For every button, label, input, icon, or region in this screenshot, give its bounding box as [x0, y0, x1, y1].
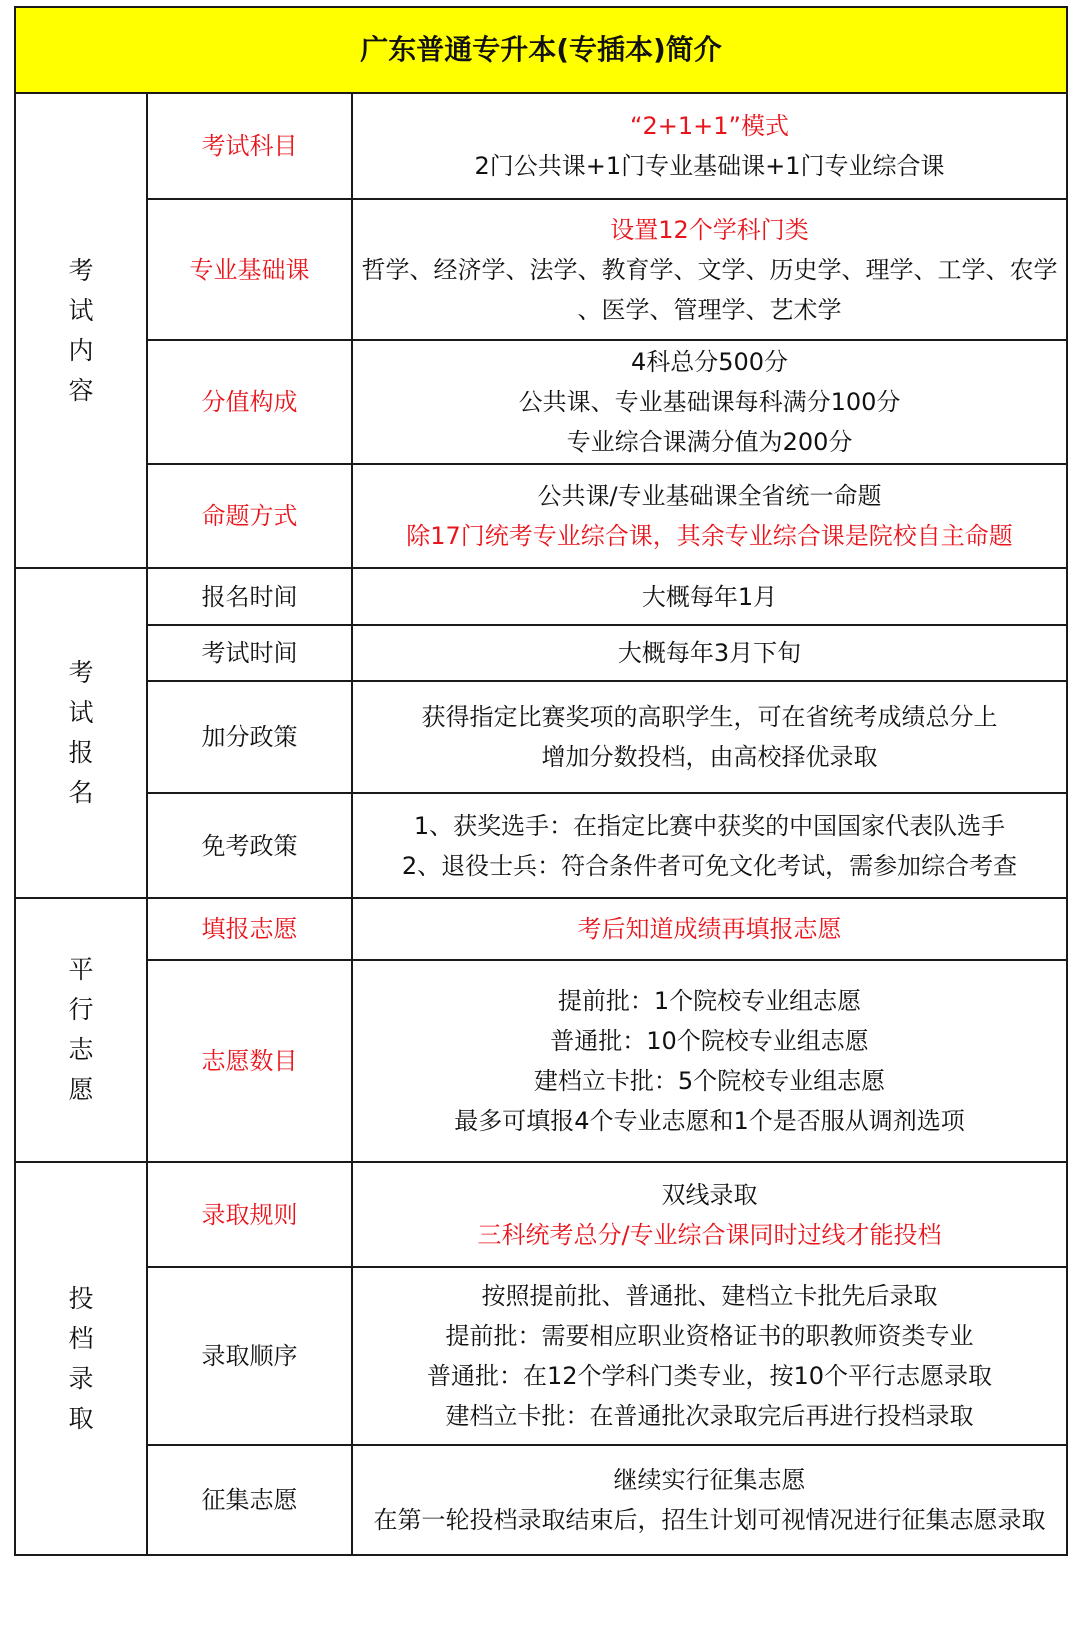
- content-line: 大概每年3月下旬: [617, 639, 802, 667]
- section-category: [15, 568, 147, 898]
- content-line: 最多可填报4个专业志愿和1个是否服从调剂选项: [454, 1107, 965, 1135]
- row-label: 报名时间: [147, 568, 352, 625]
- table-row: [15, 464, 1067, 568]
- row-content: [352, 199, 1067, 340]
- content-line: 专业综合课满分值为200分: [566, 428, 853, 456]
- content-line: 4科总分500分: [630, 348, 789, 376]
- table-row: [15, 898, 1067, 960]
- row-content: [352, 625, 1067, 681]
- category-char: 报: [68, 738, 94, 767]
- category-char: 考: [68, 658, 94, 687]
- row-content: [352, 340, 1067, 464]
- category-char: 名: [68, 778, 94, 807]
- row-label: 免考政策: [147, 793, 352, 898]
- title-row: [15, 7, 1067, 93]
- row-content: [352, 960, 1067, 1162]
- category-char: 平: [68, 955, 94, 984]
- content-line: “2+1+1”模式: [630, 112, 789, 140]
- row-label: 加分政策: [147, 681, 352, 793]
- content-line: 设置12个学科门类: [610, 215, 809, 244]
- intro-table-wrapper: [14, 6, 1068, 1556]
- row-content: [352, 1267, 1067, 1445]
- content-line: 三科统考总分/专业综合课同时过线才能投档: [477, 1220, 942, 1249]
- content-line: 普通批：在12个学科门类专业，按10个平行志愿录取: [426, 1362, 993, 1390]
- table-row: [15, 1445, 1067, 1555]
- content-line: 提前批：需要相应职业资格证书的职教师资类专业: [445, 1322, 974, 1350]
- content-line: 建档立卡批：在普通批次录取完后再进行投档录取: [445, 1402, 974, 1430]
- content-line: 继续实行征集志愿: [613, 1466, 806, 1494]
- category-char: 容: [68, 375, 94, 405]
- content-line: 、医学、管理学、艺术学: [577, 295, 842, 324]
- table-row: [15, 1162, 1067, 1267]
- row-label: 志愿数目: [147, 960, 352, 1162]
- category-char: 投: [68, 1283, 94, 1313]
- content-line: 除17门统考专业综合课，其余专业综合课是院校自主命题: [406, 522, 1013, 550]
- row-label: 分值构成: [147, 340, 352, 464]
- table-row: [15, 625, 1067, 681]
- table-title: 广东普通专升本(专插本)简介: [15, 7, 1067, 93]
- content-line: 双线录取: [661, 1180, 758, 1209]
- content-line: 公共课/专业基础课全省统一命题: [537, 482, 882, 510]
- category-char: 愿: [68, 1075, 94, 1104]
- category-char: 志: [68, 1035, 94, 1064]
- table-row: [15, 1267, 1067, 1445]
- content-line: 普通批：10个院校专业组志愿: [550, 1027, 869, 1055]
- table-row: [15, 568, 1067, 625]
- row-label: 录取顺序: [147, 1267, 352, 1445]
- row-label: 征集志愿: [147, 1445, 352, 1555]
- content-line: 按照提前批、普通批、建档立卡批先后录取: [481, 1282, 938, 1310]
- table-row: [15, 681, 1067, 793]
- table-row: [15, 793, 1067, 898]
- row-label: 填报志愿: [147, 898, 352, 960]
- category-char: 试: [68, 698, 94, 727]
- section-category: [15, 898, 147, 1162]
- section-category: [15, 93, 147, 568]
- row-content: [352, 898, 1067, 960]
- row-label: 命题方式: [147, 464, 352, 568]
- row-content: [352, 568, 1067, 625]
- row-label: 考试科目: [147, 93, 352, 199]
- category-char: 取: [68, 1403, 94, 1433]
- content-line: 2门公共课+1门专业基础课+1门专业综合课: [474, 152, 945, 180]
- category-char: 试: [68, 295, 94, 325]
- category-char: 考: [68, 255, 94, 285]
- table-row: [15, 199, 1067, 340]
- content-line: 公共课、专业基础课每科满分100分: [518, 388, 901, 416]
- category-char: 录: [68, 1363, 94, 1393]
- content-line: 建档立卡批：5个院校专业组志愿: [533, 1067, 886, 1095]
- table-row: [15, 93, 1067, 199]
- row-label: 考试时间: [147, 625, 352, 681]
- section-category: [15, 1162, 147, 1555]
- intro-table: [14, 6, 1068, 1556]
- row-content: [352, 681, 1067, 793]
- row-content: [352, 93, 1067, 199]
- content-line: 获得指定比赛奖项的高职学生，可在省统考成绩总分上: [421, 703, 998, 731]
- category-char: 档: [68, 1323, 94, 1353]
- row-content: [352, 464, 1067, 568]
- content-line: 考后知道成绩再填报志愿: [577, 915, 842, 943]
- content-line: 1、获奖选手：在指定比赛中获奖的中国国家代表队选手: [413, 811, 1006, 840]
- content-line: 在第一轮投档录取结束后，招生计划可视情况进行征集志愿录取: [373, 1506, 1046, 1534]
- content-line: 2、退役士兵：符合条件者可免文化考试，需参加综合考查: [401, 851, 1018, 880]
- row-label: 录取规则: [147, 1162, 352, 1267]
- row-content: [352, 793, 1067, 898]
- row-content: [352, 1445, 1067, 1555]
- content-line: 大概每年1月: [641, 582, 778, 611]
- content-line: 增加分数投档，由高校择优录取: [541, 743, 878, 771]
- content-line: 提前批：1个院校专业组志愿: [557, 987, 862, 1015]
- content-line: 哲学、经济学、法学、教育学、文学、历史学、理学、工学、农学: [361, 255, 1058, 284]
- row-content: [352, 1162, 1067, 1267]
- category-char: 内: [68, 335, 94, 365]
- row-label: 专业基础课: [147, 199, 352, 340]
- category-char: 行: [68, 995, 94, 1024]
- table-row: [15, 960, 1067, 1162]
- table-row: [15, 340, 1067, 464]
